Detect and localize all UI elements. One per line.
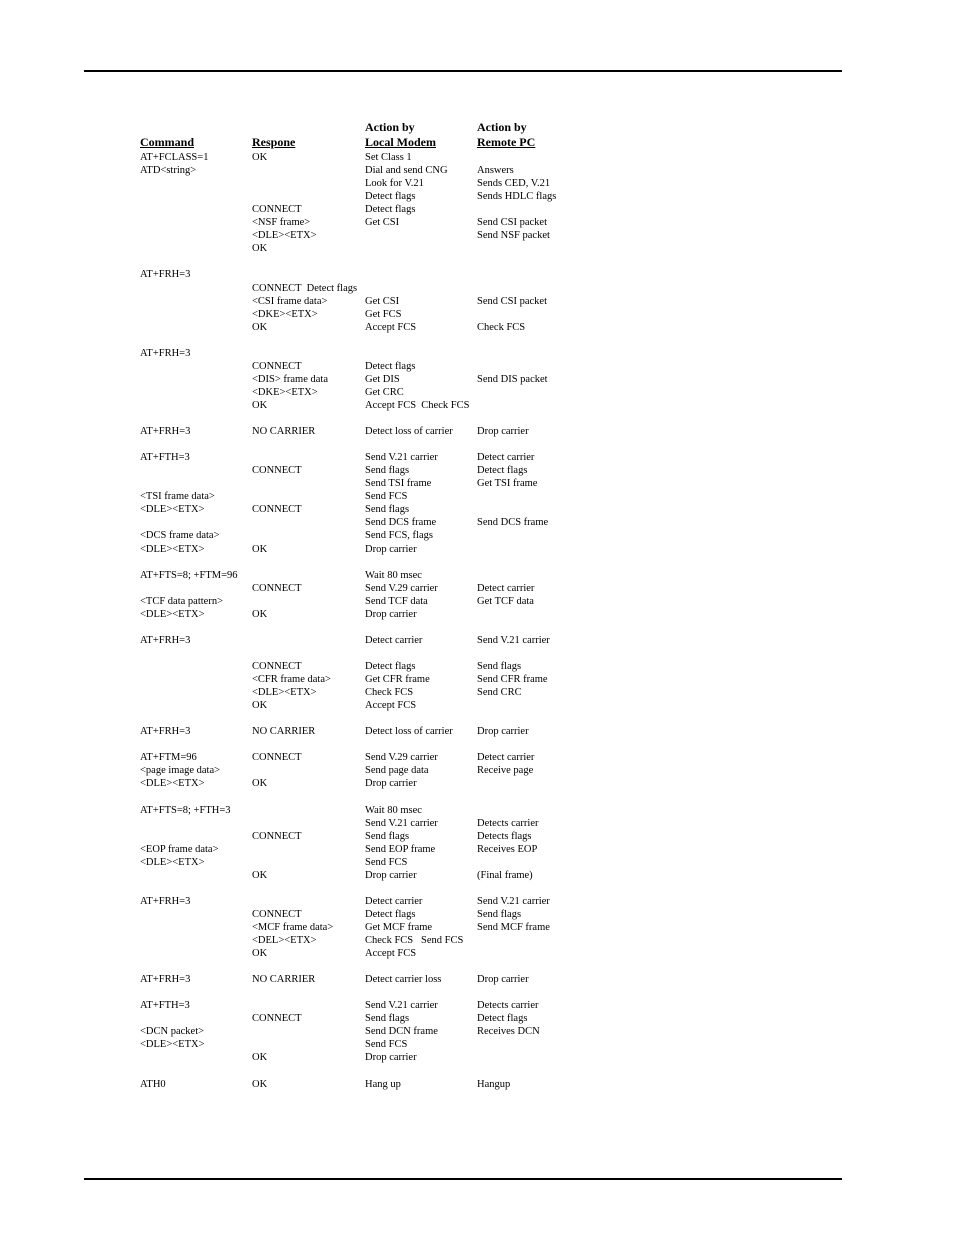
remote-action-cell: Drop carrier <box>477 974 529 986</box>
response-cell: CONNECT <box>252 660 302 672</box>
local-action-cell: Drop carrier <box>365 543 417 555</box>
local-action-cell: Drop carrier <box>365 778 417 790</box>
local-action-cell: Get DIS <box>365 373 400 385</box>
remote-action-cell: Drop carrier <box>477 726 529 738</box>
response-cell: <DKE><ETX> <box>252 308 318 320</box>
local-action-cell: Accept FCS <box>365 321 417 333</box>
local-action-cell: Detect flags <box>365 660 416 672</box>
response-cell: OK <box>252 1052 268 1064</box>
remote-action-cell: Detect flags <box>477 465 528 477</box>
response-header: Respone <box>252 135 296 149</box>
remote-action-cell: Detects carrier <box>477 1000 539 1012</box>
response-cell: <DIS> frame data <box>252 373 328 385</box>
command-cell: ATD<string> <box>140 165 197 177</box>
local-action-cell: Get CSI <box>365 295 400 307</box>
command-cell: <page image data> <box>140 765 221 777</box>
remote-action-cell: Detect carrier <box>477 752 535 764</box>
response-cell: CONNECT <box>252 204 302 216</box>
command-cell: AT+FRH=3 <box>140 974 191 986</box>
command-cell: <DLE><ETX> <box>140 543 205 555</box>
local-action-cell: Send V.29 carrier <box>365 582 438 594</box>
remote-action-cell: Send CFR frame <box>477 674 548 685</box>
local-action-cell: Get CFR frame <box>365 674 430 685</box>
local-action-cell: Send DCN frame <box>365 1026 438 1038</box>
remote-action-cell: Send V.21 carrier <box>477 634 550 646</box>
remote-action-cell: Detect carrier <box>477 452 535 464</box>
command-cell: <EOP frame data> <box>140 843 219 855</box>
remote-action-cell: Get TSI frame <box>477 478 538 490</box>
local-action-cell: Send FCS <box>365 491 408 503</box>
command-cell: <DCS frame data> <box>140 530 220 542</box>
remote-action-cell: Send MCF frame <box>477 921 550 933</box>
response-cell: <CSI frame data> <box>252 295 328 307</box>
response-cell: CONNECT <box>252 504 302 516</box>
command-cell: AT+FRH=3 <box>140 726 191 738</box>
local-action-cell: Detect carrier loss <box>365 974 442 986</box>
local-action-cell: Send DCS frame <box>365 517 437 529</box>
response-cell: OK <box>252 1078 268 1090</box>
local-action-cell: Accept FCS Check FCS <box>365 399 470 411</box>
command-header: Command <box>140 135 195 149</box>
response-cell: OK <box>252 399 268 411</box>
remote-header-bottom: Remote PC <box>477 135 536 149</box>
local-action-cell: Get FCS <box>365 308 402 320</box>
response-cell: <DKE><ETX> <box>252 386 318 398</box>
response-cell: <DLE><ETX> <box>252 230 317 242</box>
remote-action-cell: (Final frame) <box>477 869 533 881</box>
local-action-cell: Hang up <box>365 1078 401 1090</box>
local-action-cell: Send flags <box>365 1013 410 1025</box>
response-cell: CONNECT <box>252 752 302 764</box>
command-cell: AT+FTS=8; +FTH=3 <box>140 804 231 816</box>
local-action-cell: Detect flags <box>365 360 416 372</box>
command-cell: AT+FTM=96 <box>140 752 197 764</box>
remote-action-cell: Detects carrier <box>477 817 539 829</box>
response-cell: NO CARRIER <box>252 726 316 738</box>
local-action-cell: Drop carrier <box>365 608 417 620</box>
command-cell: AT+FTS=8; +FTM=96 <box>140 569 238 581</box>
local-action-cell: Send V.21 carrier <box>365 1000 438 1012</box>
remote-action-cell: Sends CED, V.21 <box>477 178 551 190</box>
remote-action-cell: Send CSI packet <box>477 217 547 229</box>
remote-action-cell: Receives EOP <box>477 843 538 855</box>
command-cell: AT+FRH=3 <box>140 426 191 438</box>
local-action-cell: Detect loss of carrier <box>365 426 453 438</box>
command-cell: <DLE><ETX> <box>140 608 205 620</box>
local-action-cell: Detect carrier <box>365 895 423 907</box>
response-cell: OK <box>252 243 268 255</box>
remote-action-cell: Receives DCN <box>477 1026 540 1038</box>
local-action-cell: Wait 80 msec <box>365 804 422 816</box>
command-cell: AT+FTH=3 <box>140 1000 190 1012</box>
response-cell: <CFR frame data> <box>252 674 331 685</box>
remote-header-top: Action by <box>477 120 527 134</box>
local-action-cell: Send EOP frame <box>365 843 436 855</box>
local-action-cell: Send FCS <box>365 856 408 868</box>
remote-action-cell: Send flags <box>477 660 522 672</box>
remote-action-cell: Send CSI packet <box>477 295 547 307</box>
remote-action-cell: Receive page <box>477 765 534 777</box>
response-cell: OK <box>252 608 268 620</box>
local-action-cell: Send TSI frame <box>365 478 432 490</box>
response-cell: OK <box>252 700 268 712</box>
response-cell: CONNECT <box>252 465 302 477</box>
response-cell: NO CARRIER <box>252 974 316 986</box>
local-action-cell: Send V.21 carrier <box>365 817 438 829</box>
command-cell: AT+FRH=3 <box>140 269 191 281</box>
command-cell: AT+FRH=3 <box>140 895 191 907</box>
response-cell: <DEL><ETX> <box>252 935 317 946</box>
command-cell: <TCF data pattern> <box>140 595 223 607</box>
response-cell: <DLE><ETX> <box>252 687 317 699</box>
response-cell: OK <box>252 778 268 790</box>
local-action-cell: Check FCS Send FCS <box>365 935 464 946</box>
remote-action-cell: Sends HDLC flags <box>477 191 557 203</box>
local-action-cell: Send V.29 carrier <box>365 752 438 764</box>
remote-action-cell: Detects flags <box>477 830 532 842</box>
local-action-cell: Send TCF data <box>365 595 428 607</box>
local-action-cell: Send flags <box>365 504 410 516</box>
command-cell: AT+FTH=3 <box>140 452 190 464</box>
command-cell: AT+FRH=3 <box>140 634 191 646</box>
local-action-cell: Accept FCS <box>365 948 417 960</box>
local-action-cell: Wait 80 msec <box>365 569 422 581</box>
remote-action-cell: Send flags <box>477 908 522 920</box>
remote-action-cell: Answers <box>477 165 514 177</box>
local-action-cell: Look for V.21 <box>365 178 424 190</box>
command-cell: AT+FRH=3 <box>140 347 191 359</box>
local-action-cell: Check FCS <box>365 687 414 699</box>
local-action-cell: Send FCS <box>365 1039 408 1051</box>
local-action-cell: Detect loss of carrier <box>365 726 453 738</box>
remote-action-cell: Detect carrier <box>477 582 535 594</box>
response-cell: OK <box>252 948 268 960</box>
remote-action-cell: Check FCS <box>477 321 526 333</box>
local-action-cell: Dial and send CNG <box>365 165 448 177</box>
local-header-top: Action by <box>365 120 415 134</box>
remote-action-cell: Send NSF packet <box>477 230 550 242</box>
response-cell: OK <box>252 869 268 881</box>
response-cell: <NSF frame> <box>252 217 311 229</box>
local-action-cell: Send flags <box>365 830 410 842</box>
local-action-cell: Detect flags <box>365 204 416 216</box>
response-cell: CONNECT <box>252 908 302 920</box>
command-cell: <TSI frame data> <box>140 491 215 503</box>
remote-action-cell: Send V.21 carrier <box>477 895 550 907</box>
command-cell: <DLE><ETX> <box>140 778 205 790</box>
bottom-rule <box>84 1178 842 1180</box>
response-cell: <MCF frame data> <box>252 921 334 933</box>
local-action-cell: Send flags <box>365 465 410 477</box>
local-action-cell: Detect carrier <box>365 634 423 646</box>
response-cell: OK <box>252 321 268 333</box>
local-action-cell: Accept FCS <box>365 700 417 712</box>
response-cell: CONNECT <box>252 360 302 372</box>
command-cell: <DLE><ETX> <box>140 1039 205 1051</box>
remote-action-cell: Detect flags <box>477 1013 528 1025</box>
command-cell: <DLE><ETX> <box>140 856 205 868</box>
remote-action-cell: Get TCF data <box>477 595 534 607</box>
response-cell: OK <box>252 152 268 163</box>
local-action-cell: Drop carrier <box>365 1052 417 1064</box>
local-action-cell: Set Class 1 <box>365 152 412 163</box>
response-cell: CONNECT <box>252 582 302 594</box>
remote-action-cell: Drop carrier <box>477 426 529 438</box>
command-cell: AT+FCLASS=1 <box>140 152 209 163</box>
remote-action-cell: Send CRC <box>477 687 522 699</box>
local-action-cell: Drop carrier <box>365 869 417 881</box>
local-action-cell: Send page data <box>365 765 429 777</box>
response-cell: CONNECT <box>252 830 302 842</box>
response-cell: OK <box>252 543 268 555</box>
response-cell: CONNECT Detect flags <box>252 282 358 294</box>
local-action-cell: Get MCF frame <box>365 921 433 933</box>
local-action-cell: Send V.21 carrier <box>365 452 438 464</box>
local-action-cell: Detect flags <box>365 191 416 203</box>
command-cell: <DLE><ETX> <box>140 504 205 516</box>
command-cell: <DCN packet> <box>140 1026 205 1038</box>
local-action-cell: Get CSI <box>365 217 400 229</box>
local-action-cell: Detect flags <box>365 908 416 920</box>
command-cell: ATH0 <box>140 1078 166 1090</box>
response-cell: CONNECT <box>252 1013 302 1025</box>
remote-action-cell: Hangup <box>477 1078 511 1090</box>
remote-action-cell: Send DCS frame <box>477 517 549 529</box>
local-action-cell: Send FCS, flags <box>365 530 433 542</box>
remote-action-cell: Send DIS packet <box>477 373 548 385</box>
response-cell: NO CARRIER <box>252 426 316 438</box>
local-action-cell: Get CRC <box>365 386 404 398</box>
local-header-bottom: Local Modem <box>365 135 436 149</box>
